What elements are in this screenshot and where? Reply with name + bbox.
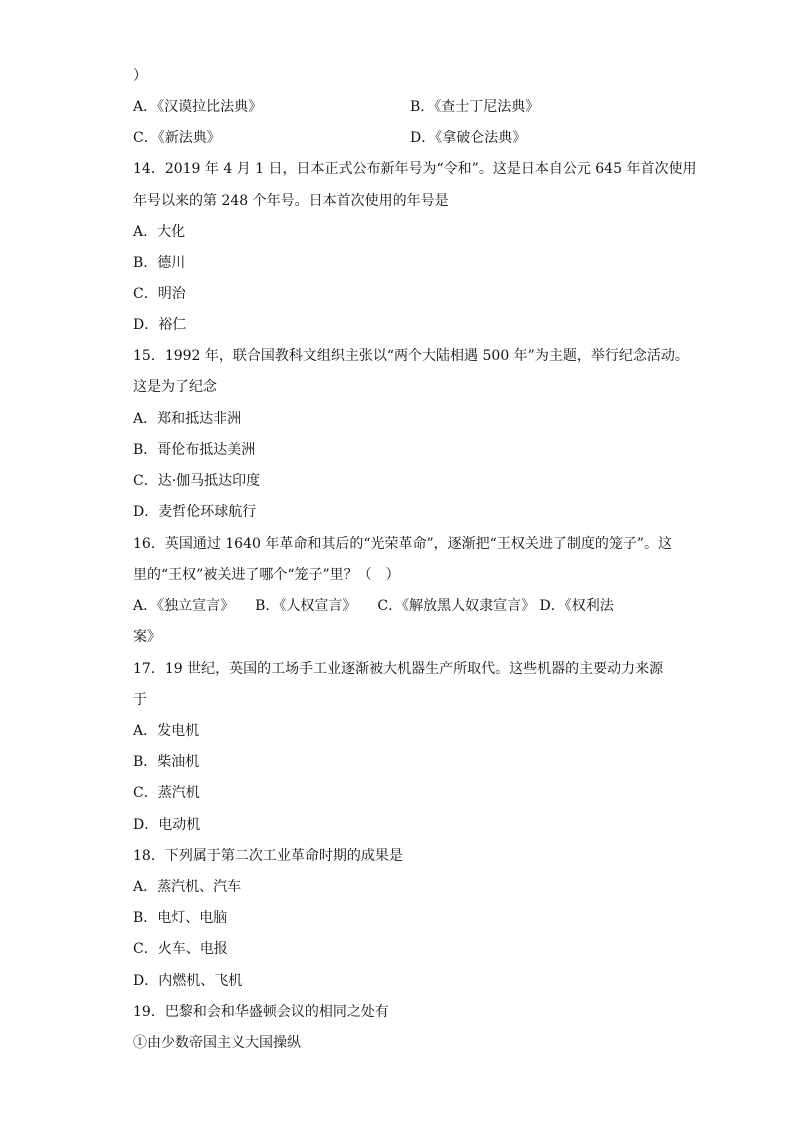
- q15-option-b: B．哥伦布抵达美洲: [133, 442, 256, 458]
- q14-option-c: C．明治: [133, 286, 186, 302]
- q13-option-a: A．《汉谟拉比法典》: [133, 99, 263, 115]
- q19-item-1: ①由少数帝国主义大国操纵: [133, 1035, 301, 1051]
- q17-stem-line1: 17．19 世纪，英国的工场手工业逐渐被大机器生产所取代。这些机器的主要动力来源: [133, 661, 664, 677]
- q15-option-a: A．郑和抵达非洲: [133, 411, 242, 427]
- q16-options-line2: 案》: [133, 629, 161, 645]
- q18-option-c: C．火车、电报: [133, 941, 228, 957]
- q15-option-c: C．达·伽马抵达印度: [133, 473, 261, 489]
- q14-option-d: D．裕仁: [133, 317, 187, 333]
- q13-option-c: C．《新法典》: [133, 130, 221, 146]
- q18-stem: 18．下列属于第二次工业革命时期的成果是: [133, 848, 403, 864]
- q17-option-a: A．发电机: [133, 723, 200, 739]
- q18-option-a: A．蒸汽机、汽车: [133, 879, 242, 895]
- q15-stem-line1: 15．1992 年，联合国教科文组织主张以“两个大陆相遇 500 年”为主题，举行纪念活动。: [133, 348, 689, 364]
- q18-option-b: B．电灯、电脑: [133, 910, 228, 926]
- q13-option-d: D．《拿破仑法典》: [410, 130, 527, 146]
- q17-option-c: C．蒸汽机: [133, 785, 200, 801]
- q13-tail: ）: [133, 68, 147, 84]
- q16-options-line1: A．《独立宣言》 B．《人权宣言》 C．《解放黑人奴隶宣言》 D．《权利法: [133, 598, 614, 614]
- q17-stem-line2: 于: [133, 692, 147, 708]
- q16-stem-line1: 16．英国通过 1640 年革命和其后的“光荣革命”，逐渐把“王权关进了制度的笼子”。这: [133, 536, 672, 552]
- q19-stem: 19．巴黎和会和华盛顿会议的相同之处有: [133, 1004, 389, 1020]
- q14-option-a: A．大化: [133, 224, 186, 240]
- q14-stem-line1: 14．2019 年 4 月 1 日，日本正式公布新年号为“令和”。这是日本自公元 645 年首次使用: [133, 161, 697, 177]
- q13-option-b: B．《查士丁尼法典》: [410, 99, 540, 115]
- q15-option-d: D．麦哲伦环球航行: [133, 504, 257, 520]
- q17-option-b: B．柴油机: [133, 754, 200, 770]
- q15-stem-line2: 这是为了纪念: [133, 379, 217, 395]
- q14-stem-line2: 年号以来的第 248 个年号。日本首次使用的年号是: [133, 193, 449, 209]
- q17-option-d: D．电动机: [133, 817, 201, 833]
- q14-option-b: B．德川: [133, 255, 186, 271]
- q16-stem-line2: 里的“王权”被关进了哪个“笼子”里？（ ）: [133, 567, 400, 583]
- q18-option-d: D．内燃机、飞机: [133, 973, 243, 989]
